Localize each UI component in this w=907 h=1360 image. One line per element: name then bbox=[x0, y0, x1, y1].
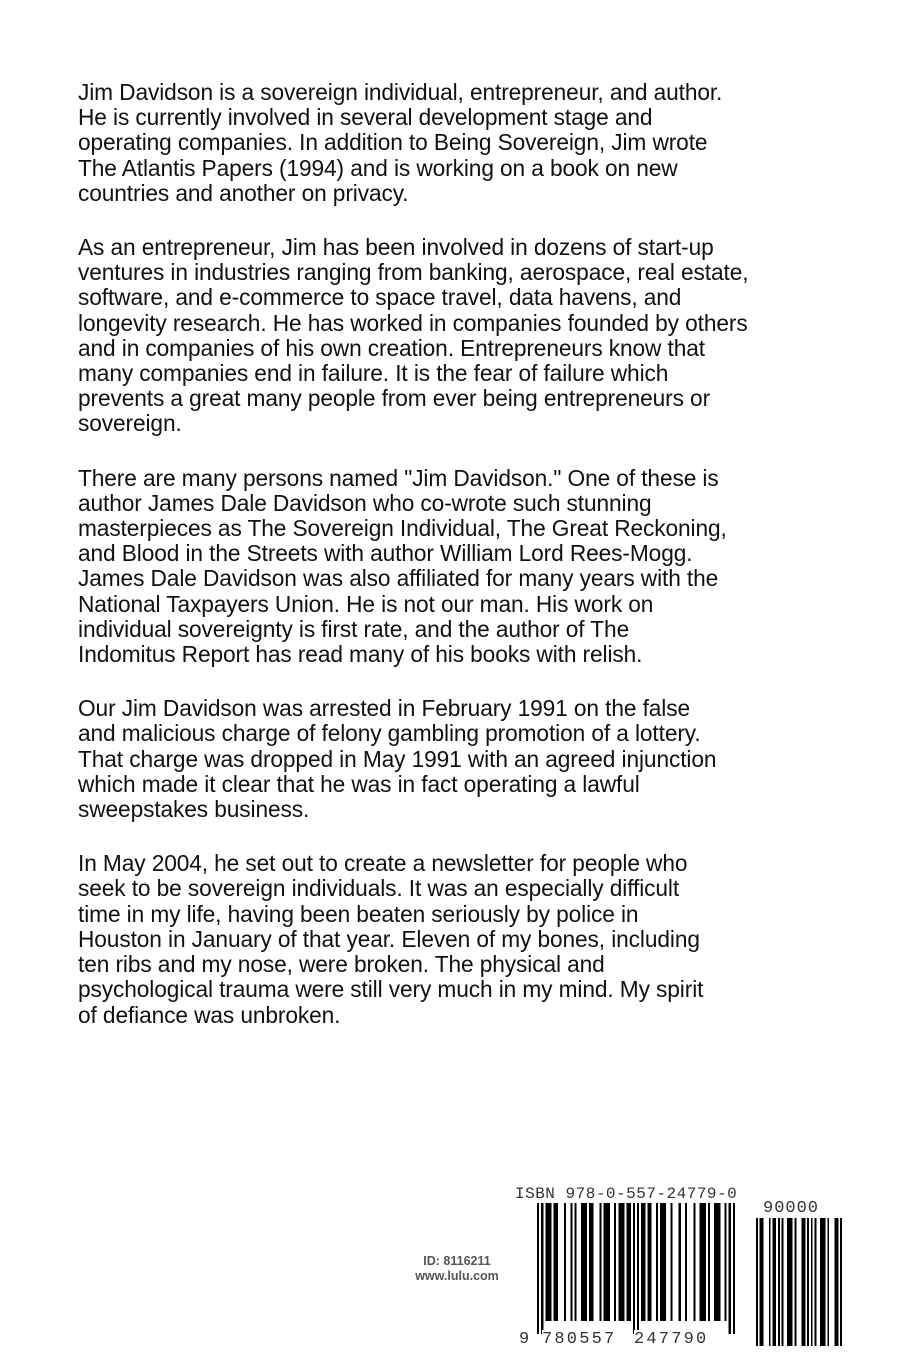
price-code-label: 90000 bbox=[763, 1199, 820, 1218]
barcode-bar bbox=[729, 1203, 731, 1334]
barcode-bar bbox=[802, 1218, 806, 1346]
barcode-bar bbox=[787, 1218, 792, 1346]
barcode-bar bbox=[647, 1203, 651, 1321]
ean-first-digit: 9 bbox=[519, 1330, 530, 1349]
barcode-bar bbox=[700, 1203, 706, 1321]
barcode-bar bbox=[656, 1203, 658, 1321]
ean-left-digits: 780557 bbox=[542, 1330, 617, 1349]
paragraph-newsletter: In May 2004, he set out to create a newsletter for people who seek to be sovereign individuals. It was an especially difficult time in my life, having been beaten seriously by police in Houston in January of that year. Eleven of my bones, including ten ribs and my nose, were broken. The physical and psychological trauma were still very much in my mind. My spirit of defiance was unbroken. bbox=[78, 850, 704, 1028]
barcode-bar bbox=[756, 1218, 758, 1346]
barcode-bar bbox=[564, 1203, 566, 1321]
paragraph-name-disambiguation: There are many persons named "Jim Davidson." One of these is author James Dale Davidson who co-wrote such stunning masterpieces as The Sovereign Individual, The Great Reckoning, and Blood in the Streets with author William Lord Rees-Mogg. James Dale Davidson was also affiliated for many years with the National Taxpayers Union. He is not our man. His work on individual sovereignty is first rate, and the author of The Indomitus Report has read many of his books with relish. bbox=[78, 464, 727, 668]
barcode-bar bbox=[660, 1203, 666, 1321]
barcode-bar bbox=[570, 1203, 572, 1321]
barcode-bar bbox=[633, 1203, 635, 1334]
barcode-bar bbox=[589, 1203, 593, 1321]
price-addon-barcode bbox=[756, 1218, 842, 1346]
publisher-label bbox=[394, 1254, 520, 1284]
barcode-bar bbox=[827, 1218, 829, 1346]
isbn-label: ISBN 978-0-557-24779-0 bbox=[515, 1185, 738, 1203]
barcode-bar bbox=[637, 1203, 639, 1334]
barcode-bar bbox=[772, 1218, 776, 1346]
barcode-bar bbox=[581, 1203, 587, 1321]
publisher-site: www.lulu.com bbox=[415, 1269, 499, 1283]
paragraph-entrepreneur: As an entrepreneur, Jim has been involved in dozens of start-up ventures in industries ranging from banking, aerospace, real estate, software, and e-commerce to space travel, data havens, and longevity research. He has worked in companies founded by others and in companies of his own creation. Entrepreneurs know that many companies end in failure. It is the fear of failure which prevents a great many people from ever being entrepreneurs or sovereign. bbox=[78, 234, 749, 437]
barcode-bar bbox=[820, 1218, 825, 1346]
barcode-bar bbox=[604, 1203, 610, 1321]
barcode-bar bbox=[778, 1218, 780, 1346]
barcode-bar bbox=[537, 1203, 539, 1334]
barcode-bar bbox=[545, 1203, 551, 1321]
barcode-bar bbox=[840, 1218, 842, 1346]
barcode-bar bbox=[541, 1203, 543, 1334]
barcode-bar bbox=[835, 1218, 839, 1346]
barcode-bar bbox=[811, 1218, 813, 1346]
ean-right-digits: 247790 bbox=[634, 1330, 709, 1349]
barcode-bar bbox=[708, 1203, 710, 1321]
barcode-bar bbox=[685, 1203, 687, 1321]
barcode-bar bbox=[807, 1218, 809, 1346]
barcode-bar bbox=[733, 1203, 735, 1334]
barcode-bar bbox=[769, 1218, 771, 1346]
barcode-bar bbox=[693, 1203, 695, 1321]
barcode-bar bbox=[815, 1218, 817, 1346]
barcode-bar bbox=[725, 1203, 727, 1321]
barcode-bar bbox=[575, 1203, 577, 1321]
publisher-id: ID: 8116211 bbox=[423, 1254, 491, 1268]
barcode-bar bbox=[641, 1203, 645, 1321]
barcode-bar bbox=[760, 1218, 764, 1346]
barcode-bar bbox=[714, 1203, 720, 1321]
barcode-bar bbox=[627, 1203, 631, 1321]
barcode-bar bbox=[600, 1203, 602, 1321]
barcode-bar bbox=[670, 1203, 672, 1321]
barcode-bar bbox=[794, 1218, 796, 1346]
barcode-bar bbox=[554, 1203, 558, 1321]
barcode-bar bbox=[782, 1218, 784, 1346]
paragraph-arrest: Our Jim Davidson was arrested in February 1991 on the false and malicious charge of felony gambling promotion of a lottery. That charge was dropped in May 1991 with an agreed injunction which made it clear that he was in fact operating a lawful sweepstakes business. bbox=[78, 695, 717, 823]
isbn-barcode bbox=[537, 1203, 735, 1334]
barcode-bar bbox=[614, 1203, 616, 1321]
barcode-bar bbox=[618, 1203, 624, 1321]
barcode-bar bbox=[679, 1203, 681, 1321]
back-cover-text bbox=[78, 80, 848, 1057]
paragraph-bio: Jim Davidson is a sovereign individual, entrepreneur, and author. He is currently involved in several development stage and operating companies. In addition to Being Sovereign, Jim wrote The Atlantis Papers (1994) and is working on a book on new countries and another on privacy. bbox=[78, 79, 723, 206]
